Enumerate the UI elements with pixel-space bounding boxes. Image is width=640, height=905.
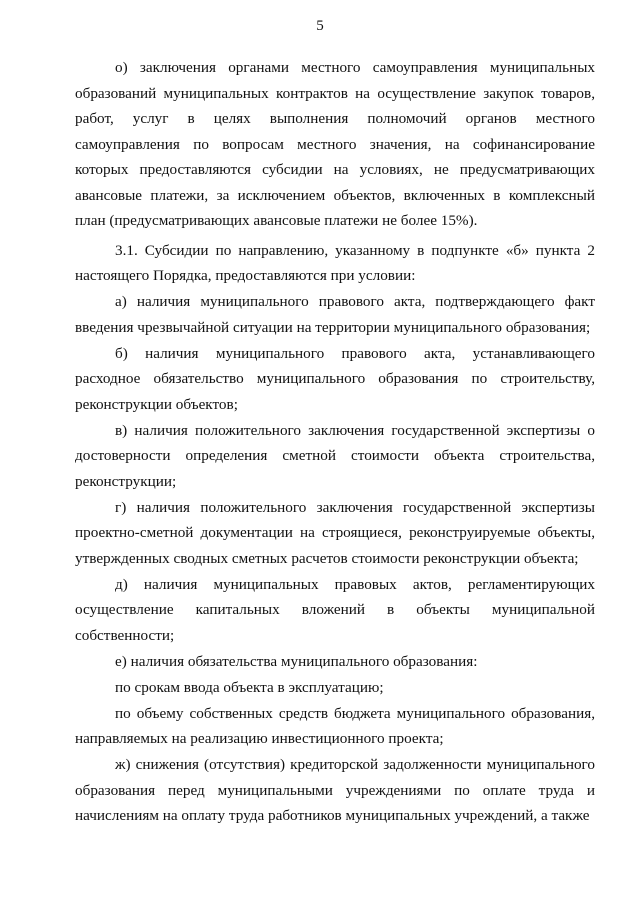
paragraph-v: в) наличия положительного заключения государственной экспертизы о достоверности определения сметной стоимости объекта строительства, реконструкции;	[75, 421, 595, 490]
paragraph-e: е) наличия обязательства муниципального образования:	[115, 652, 478, 670]
paragraph-g: г) наличия положительного заключения государственной экспертизы проектно-сметной документации на строящиеся, реконструируемые объекты, утвержденных сводных сметных расчетов стоимости реконструкции объекта;	[75, 498, 595, 567]
paragraph-o: о) заключения органами местного самоуправления муниципальных образований муниципальных контрактов на осуществление закупок товаров, работ, услуг в целях выполнения полномочий органов местного самоуправления по вопросам местного значения, на софинансирование которых предоставляются субсидии на условиях, не предусматривающих авансовые платежи, за исключением объектов, включенных в комплексный план (предусматривающих авансовые платежи не более 15%).	[75, 59, 595, 229]
document-body	[75, 55, 595, 829]
paragraph-d: д) наличия муниципальных правовых актов, регламентирующих осуществление капитальных вложений в объекты муниципальной собственности;	[75, 575, 595, 644]
paragraph-3-1: 3.1. Субсидии по направлению, указанному в подпункте «б» пункта 2 настоящего Порядка, предоставляются при условии:	[75, 241, 595, 284]
paragraph-b: б) наличия муниципального правового акта, устанавливающего расходное обязательство муниципального образования по строительству, реконструкции объектов;	[75, 344, 595, 413]
paragraph-e-funds: по объему собственных средств бюджета муниципального образования, направляемых на реализацию инвестиционного проекта;	[75, 704, 595, 747]
paragraph-a: а) наличия муниципального правового акта, подтверждающего факт введения чрезвычайной ситуации на территории муниципального образования;	[75, 293, 595, 336]
page-number: 5	[316, 18, 324, 34]
paragraph-zh: ж) снижения (отсутствия) кредиторской задолженности муниципального образования перед муниципальными учреждениями по оплате труда и начислениям на оплату труда работников муниципальных учреждений, а также	[75, 756, 595, 824]
paragraph-e-deadline: по срокам ввода объекта в эксплуатацию;	[115, 678, 384, 696]
